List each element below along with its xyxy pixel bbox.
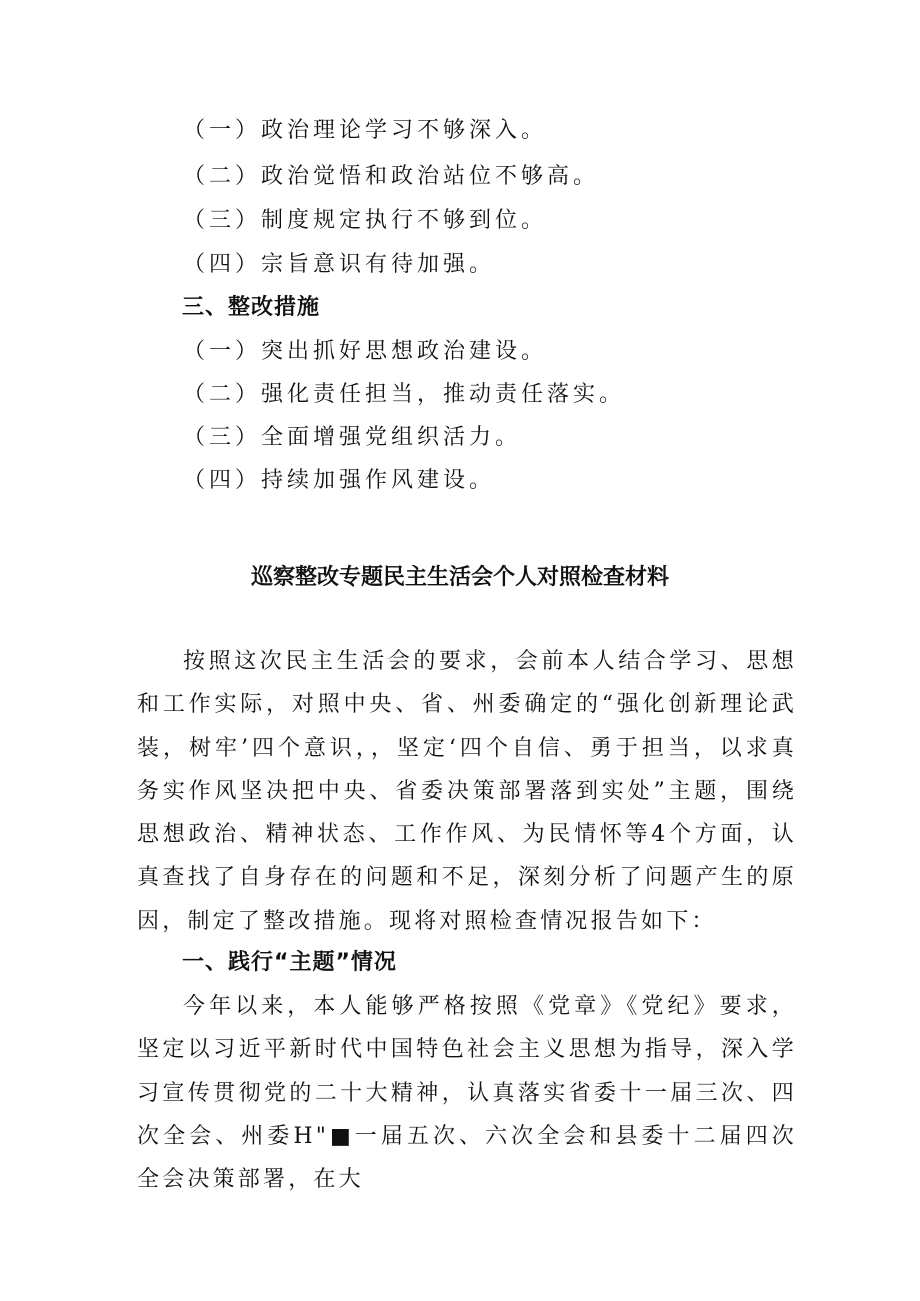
section2-item-1: （一）政治理论学习不够深入。: [183, 118, 548, 143]
section2-item-4: （四）宗旨意识有待加强。: [183, 252, 496, 277]
document-title: 巡察整改专题民主生活会个人对照检查材料: [250, 565, 669, 590]
section3-item-4: （四）持续加强作风建设。: [183, 468, 496, 493]
section1-paragraph: 今年以来，本人能够严格按照《党章》《党纪》要求，坚定以习近平新时代中国特色社会主义思想为指导，深入学习宣传贯彻党的二十大精神，认真落实省委十一届三次、四次全会、州委H"■一届五次、六次全会和县委十二届四次全会决策部署，在大: [137, 994, 797, 1193]
intro-paragraph: 按照这次民主生活会的要求，会前本人结合学习、思想和工作实际，对照中央、省、州委确定的“强化创新理论武装，树牢’四个意识，，坚定‘四个自信、勇于担当，以求真务实作风坚决把中央、省委决策部署落到实处”主题，围绕思想政治、精神状态、工作作风、为民情怀等4个方面，认真查找了自身存在的问题和不足，深刻分析了问题产生的原因，制定了整改措施。现将对照检查情况报告如下：: [137, 649, 797, 934]
section3-heading: 三、整改措施: [182, 295, 321, 320]
section3-item-2: （二）强化责任担当，推动责任落实。: [183, 382, 626, 407]
section3-item-1: （一）突出抓好思想政治建设。: [183, 339, 548, 364]
section3-item-3: （三）全面增强党组织活力。: [183, 425, 522, 450]
section2-item-2: （二）政治觉悟和政治站位不够高。: [183, 164, 600, 189]
section1-heading: 一、践行“主题”情况: [182, 950, 397, 975]
section2-item-3: （三）制度规定执行不够到位。: [183, 208, 548, 233]
